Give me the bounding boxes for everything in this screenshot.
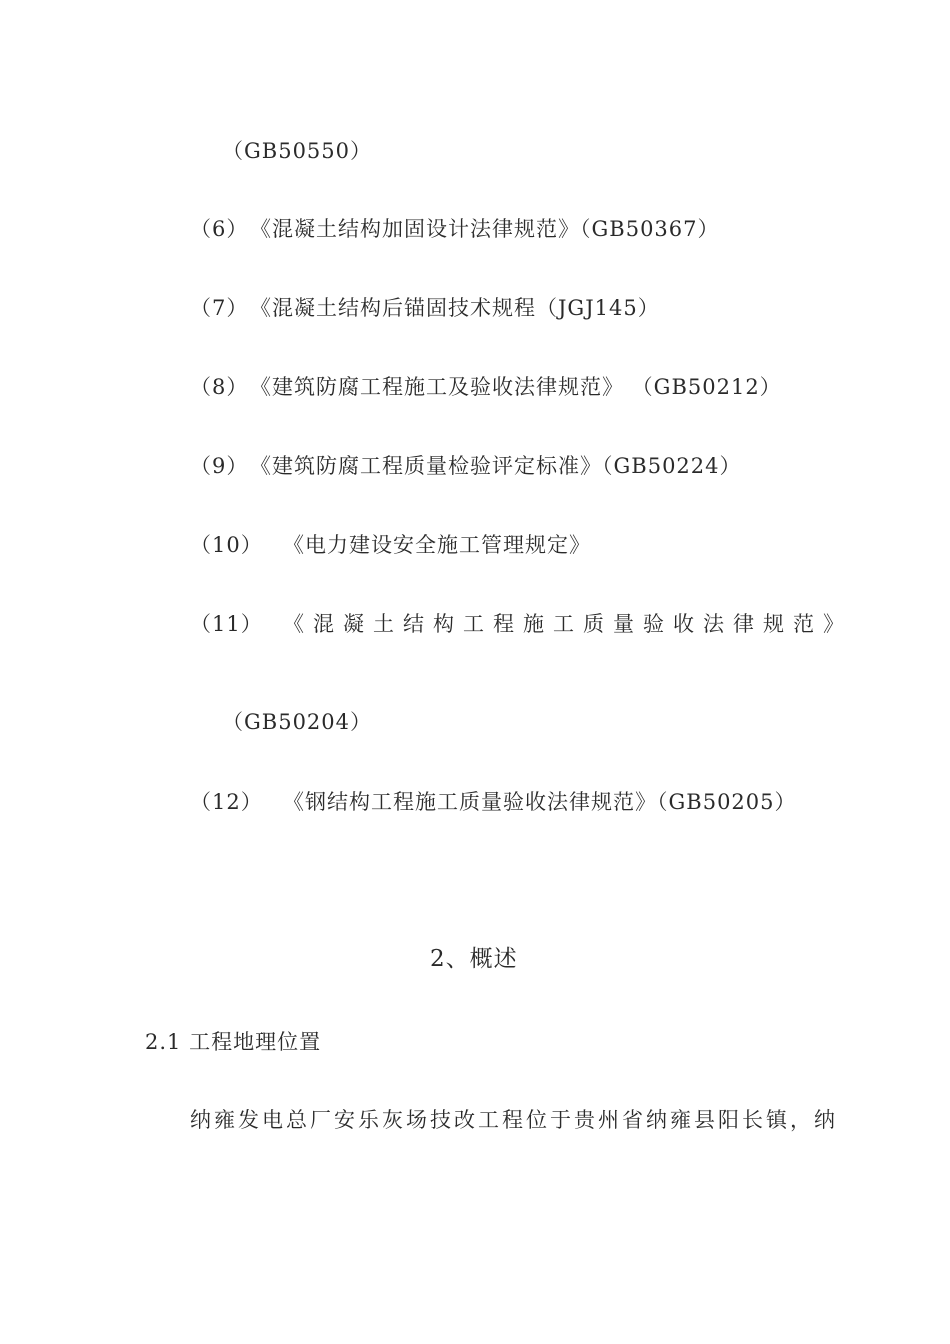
reference-continuation xyxy=(222,141,372,162)
section-title: 2、概述 xyxy=(430,946,518,972)
item-number: （8） xyxy=(190,375,249,399)
item-text: 《钢结构工程施工质量验收法律规范》（GB50205） xyxy=(283,790,797,814)
item-number: （11） xyxy=(190,612,263,636)
reference-item-12 xyxy=(190,792,797,813)
reference-item-8 xyxy=(190,377,782,398)
reference-item-7 xyxy=(190,298,660,319)
subsection-title: 2.1 工程地理位置 xyxy=(145,1030,322,1054)
item-text: 《混凝土结构加固设计法律规范》（GB50367） xyxy=(250,217,720,241)
item-text: 《建筑防腐工程质量检验评定标准》（GB50224） xyxy=(250,454,742,478)
item-text: 《混凝土结构工程施工质量验收法律规范》 xyxy=(283,612,853,636)
item-text: 《电力建设安全施工管理规定》 xyxy=(283,533,591,557)
reference-code: （GB50204） xyxy=(222,710,373,734)
item-number: （9） xyxy=(190,454,249,478)
item-text: 《混凝土结构后锚固技术规程（JGJ145） xyxy=(250,296,660,320)
item-number: （7） xyxy=(190,296,249,320)
body-paragraph: 纳雍发电总厂安乐灰场技改工程位于贵州省纳雍县阳长镇，纳 xyxy=(190,1108,838,1132)
item-number: （12） xyxy=(190,790,263,814)
reference-continuation xyxy=(222,712,372,733)
reference-item-6 xyxy=(190,219,720,240)
reference-code: （GB50550） xyxy=(222,139,373,163)
reference-item-11 xyxy=(190,614,853,635)
reference-item-10 xyxy=(190,535,591,556)
item-number: （6） xyxy=(190,217,249,241)
reference-item-9 xyxy=(190,456,742,477)
item-text: 《建筑防腐工程施工及验收法律规范》 （GB50212） xyxy=(250,375,782,399)
item-number: （10） xyxy=(190,533,263,557)
